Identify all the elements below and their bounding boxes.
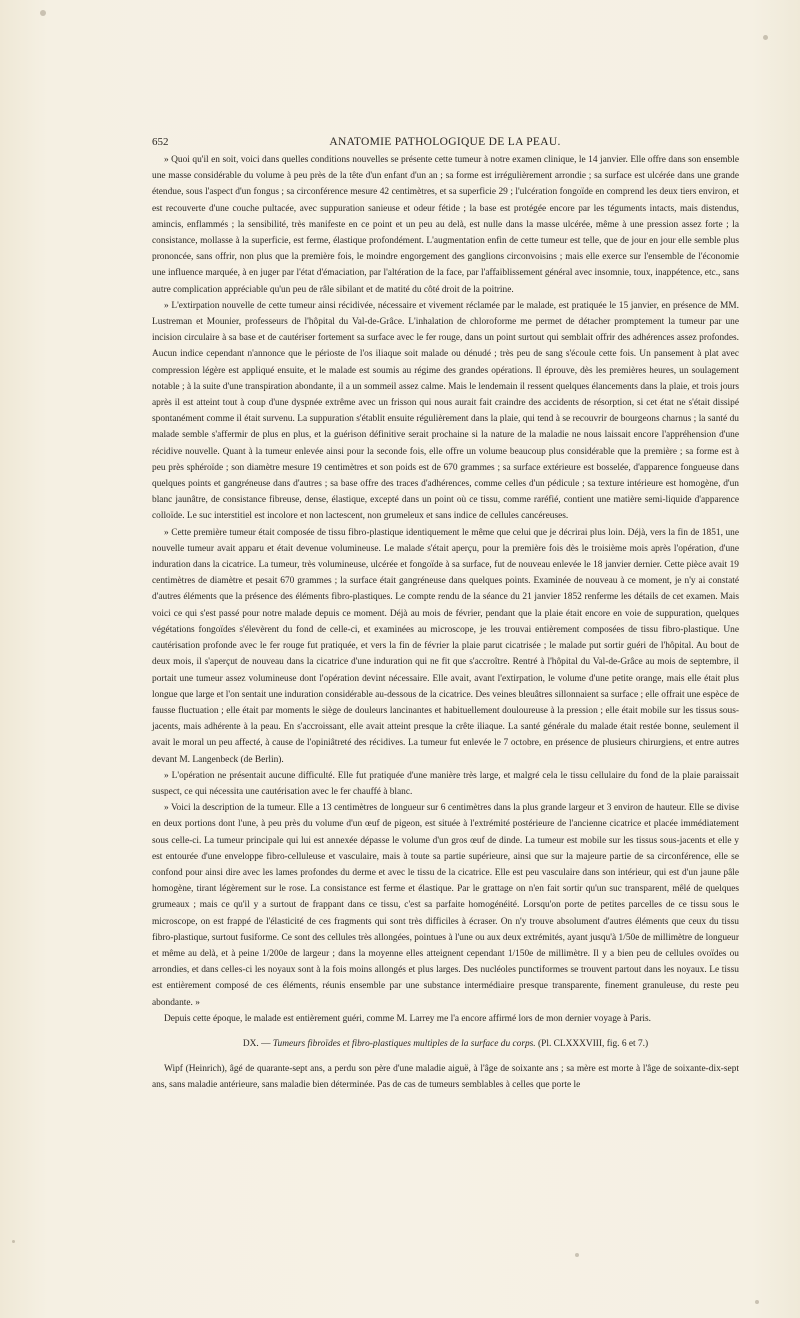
- paper-speck: [755, 1300, 759, 1304]
- paper-speck: [40, 10, 46, 16]
- paragraph: Depuis cette époque, le malade est entièrement guéri, comme M. Larrey me l'a encore affirmé lors de mon dernier voyage à Paris.: [164, 1013, 651, 1024]
- page-header: [152, 134, 738, 150]
- page-number: 652: [152, 136, 169, 148]
- paper-speck: [575, 1253, 579, 1257]
- paragraph: » Voici la description de la tumeur. Elle a 13 centimètres de longueur sur 6 centimètres dans la plus grande largeur et 3 environ de hauteur. Elle se divise en deux portions dont l'une, à peu près du volume d'un œuf de pigeon, est située à l'extrémité postérieure de l'ancienne cicatrice et placée immédiatement sous celle-ci. La tumeur principale qui lui est annexée dépasse le volume d'un gros œuf de dinde. La tumeur est mobile sur les tissus sous-jacents et elle y est entourée d'une enveloppe fibro-celluleuse et vasculaire, mais à toute sa partie supérieure, ainsi que sur la majeure partie de sa circonférence, elle se confond pour ainsi dire avec les lames profondes du derme et avec le tissu de la cicatrice. Elle est peu vasculaire dans son intérieur, qui est d'un jaune pâle homogène, tirant légèrement sur le rose. La consistance est ferme et élastique. Par le grattage on n'en fait sortir qu'un suc transparent, mêlé de quelques grumeaux ; mais ce qu'il y a surtout de frappant dans ce tissu, c'est sa parfaite homogénéité. Lorsqu'on porte de petites parcelles de ce tissu sous le microscope, on est frappé de l'élasticité de ces fragments qui sont très difficiles à écraser. On n'y trouve absolument d'autres éléments que ceux du tissu fibro-plastique, surtout fusiforme. Ce sont des cellules très allongées, pointues à l'une ou aux deux extrémités, ayant jusqu'à 1/50e de millimètre de longueur et même au delà, et à peine 1/200e de largeur ; dans la moyenne elles atteignent cependant 1/150e de millimètre. Il y a bien peu de cellules ovoïdes ou arrondies, et dans celles-ci les noyaux sont à la fois moins allongés et plus larges. Des nucléoles punctiformes se trouvent partout dans les noyaux. Le tissu est entièrement composé de ces éléments, réunis ensemble par une substance intermédiaire presque transparente, finement granuleuse, du reste peu abondante. »: [152, 803, 739, 1008]
- paragraph: » Quoi qu'il en soit, voici dans quelles conditions nouvelles se présente cette tumeur à notre examen clinique, le 14 janvier. Elle offre dans son ensemble une masse considérable du volume à peu près de la tête d'un enfant d'un an ; sa forme est irrégulièrement arrondie ; sa surface est ulcérée dans une grande étendue, sous l'aspect d'un fongus ; sa circonférence mesure 42 centimètres, et sa superficie 29 ; l'ulcération fongoïde en comprend les deux tiers environ, et est recouverte d'une couche pultacée, avec suppuration sanieuse et odeur fétide ; la base est protégée encore par les téguments intacts, mais distendus, amincis, enflammés ; la sensibilité, très manifeste en ce point et un peu au delà, est nulle dans la masse ulcérée, même à une pression assez forte ; la consistance, mollasse à la superficie, est ferme, élastique profondément. L'augmentation enfin de cette tumeur est telle, que de jour en jour elle semble plus prononcée, sans offrir, non plus que la première fois, le moindre engorgement des ganglions circonvoisins ; mais elle exerce sur l'ensemble de l'économie une influence marquée, à en juger par l'état d'émaciation, par l'altération de la face, par l'affaiblissement général avec insomnie, toux, inappétence, etc., sans autre complication appréciable qu'un peu de râle sibilant et de matité du côté droit de la poitrine.: [152, 155, 739, 295]
- body-text: [152, 152, 739, 1094]
- paragraph: Wipf (Heinrich), âgé de quarante-sept ans, a perdu son père d'une maladie aiguë, à l'âge de soixante ans ; sa mère est morte à l'âge de soixante-dix-sept ans, sans maladie antérieure, sans maladie bien déterminée. Pas de cas de tumeurs semblables à celles que porte le: [152, 1064, 739, 1091]
- paper-speck: [12, 1240, 15, 1243]
- paragraph: » Cette première tumeur était composée de tissu fibro-plastique identiquement le même que celui que je décrirai plus loin. Déjà, vers la fin de 1851, une nouvelle tumeur avait apparu et était devenue volumineuse. Le malade s'était aperçu, pour la première fois dès le troisième mois après l'opération, d'une induration dans la cicatrice. La tumeur, très volumineuse, ulcérée et fongoïde à sa surface, fut de nouveau enlevée le 18 janvier dernier. Cette pièce avait 19 centimètres de diamètre et pesait 670 grammes ; la surface était gangréneuse dans quelques points. Examinée de nouveau à ce moment, je n'y ai constaté d'autres éléments que la présence des éléments fibro-plastiques. Le compte rendu de la séance du 21 janvier 1852 renferme les détails de cet examen. Mais voici ce qui s'est passé pour notre malade depuis ce moment. Déjà au mois de février, pendant que la plaie était encore en voie de suppuration, quelques végétations fongoïdes s'élevèrent du fond de celle-ci, et examinées au microscope, je les trouvai entièrement composées de tissu fibro-plastique. Une cautérisation profonde avec le fer rouge fut pratiquée, et vers la fin de février la plaie parut cicatrisée ; le malade put sortir guéri de l'hôpital. Au bout de deux mois, il s'aperçut de nouveau dans la cicatrice d'une induration qui ne fit que s'accroître. Rentré à l'hôpital du Val-de-Grâce au mois de septembre, il portait une tumeur assez volumineuse dont l'opération devint nécessaire. Elle avait, avant l'extirpation, le volume d'une petite orange, mais elle était plus longue que large et l'on sentait une induration considérable au-dessous de la cicatrice. Des veines bleuâtres sillonnaient sa surface ; elle offrait une espèce de fausse fluctuation ; elle était par moments le siège de douleurs lancinantes et habituellement douloureuse à la pression ; elle était mobile sur les tissus sous-jacents, mais adhérente à la peau. En s'accroissant, elle avait atteint presque la crête iliaque. La santé générale du malade était restée bonne, seulement il avait le moral un peu affecté, à cause de l'opiniâtreté des récidives. La tumeur fut enlevée le 7 octobre, en présence de plusieurs chirurgiens, et entre autres devant M. Langenbeck (de Berlin).: [152, 527, 739, 765]
- section-number: DX. —: [242, 1038, 271, 1049]
- paragraph: » L'opération ne présentait aucune difficulté. Elle fut pratiquée d'une manière très large, et malgré cela le tissu cellulaire du fond de la plaie paraissait suspect, ce qui nécessita une cautérisation avec le fer chauffé à blanc.: [152, 770, 739, 797]
- section-title: Tumeurs fibroïdes et fibro-plastiques multiples de la surface du corps.: [272, 1038, 536, 1049]
- running-title: ANATOMIE PATHOLOGIQUE DE LA PEAU.: [329, 136, 561, 148]
- paper-speck: [763, 35, 768, 40]
- plate-reference: (Pl. CLXXXVIII, fig. 6 et 7.): [538, 1038, 649, 1049]
- section-heading: [152, 1036, 739, 1052]
- paragraph: » L'extirpation nouvelle de cette tumeur ainsi récidivée, nécessaire et vivement réclamée par le malade, est pratiquée le 15 janvier, en présence de MM. Lustreman et Mounier, professeurs de l'hôpital du Val-de-Grâce. L'inhalation de chloroforme me permet de détacher promptement la tumeur par une incision circulaire à sa base et de cautériser fortement sa surface avec le fer rouge, dans un point surtout qui semblait offrir des adhérences assez profondes. Aucun indice cependant n'annonce que le périoste de l'os iliaque soit malade ou dénudé ; très peu de sang s'écoule cette fois. Un pansement à plat avec compression légère est appliqué ensuite, et le malade est soumis au régime des grandes opérations. Il éprouve, dès les premières heures, un soulagement notable ; à la suite d'une transpiration abondante, il a un sommeil assez calme. Mais le lendemain il ressent quelques élancements dans la plaie, et trois jours après il est atteint tout à coup d'une dyspnée extrême avec un frisson qui nous aurait fait craindre des accidents de résorption, si cet état ne s'était dissipé spontanément comme il était survenu. La suppuration s'établit ensuite régulièrement dans la plaie, qui tend à se recouvrir de bourgeons charnus ; la santé du malade semble s'affermir de plus en plus, et la guérison définitive serait prochaine si la nature de la maladie ne nous laissait encore l'appréhension d'une récidive nouvelle. Quant à la tumeur enlevée ainsi pour la seconde fois, elle offre un volume beaucoup plus considérable que la première ; sa forme est à peu près sphéroïde ; son diamètre mesure 19 centimètres et son poids est de 670 grammes ; sa surface extérieure est bosselée, d'apparence fongueuse dans quelques points et gangréneuse dans d'autres ; sa base offre des traces d'adhérences, comme celles d'un pédicule ; sa texture intérieure est homogène, d'un blanc jaunâtre, de consistance fibreuse, dense, élastique, excepté dans un point où ce tissu, comme raréfié, contient une matière semi-liquide d'apparence colloïde. Le suc interstitiel est incolore et non lactescent, non grumeleux et sans indice de cellules cancéreuses.: [152, 300, 739, 522]
